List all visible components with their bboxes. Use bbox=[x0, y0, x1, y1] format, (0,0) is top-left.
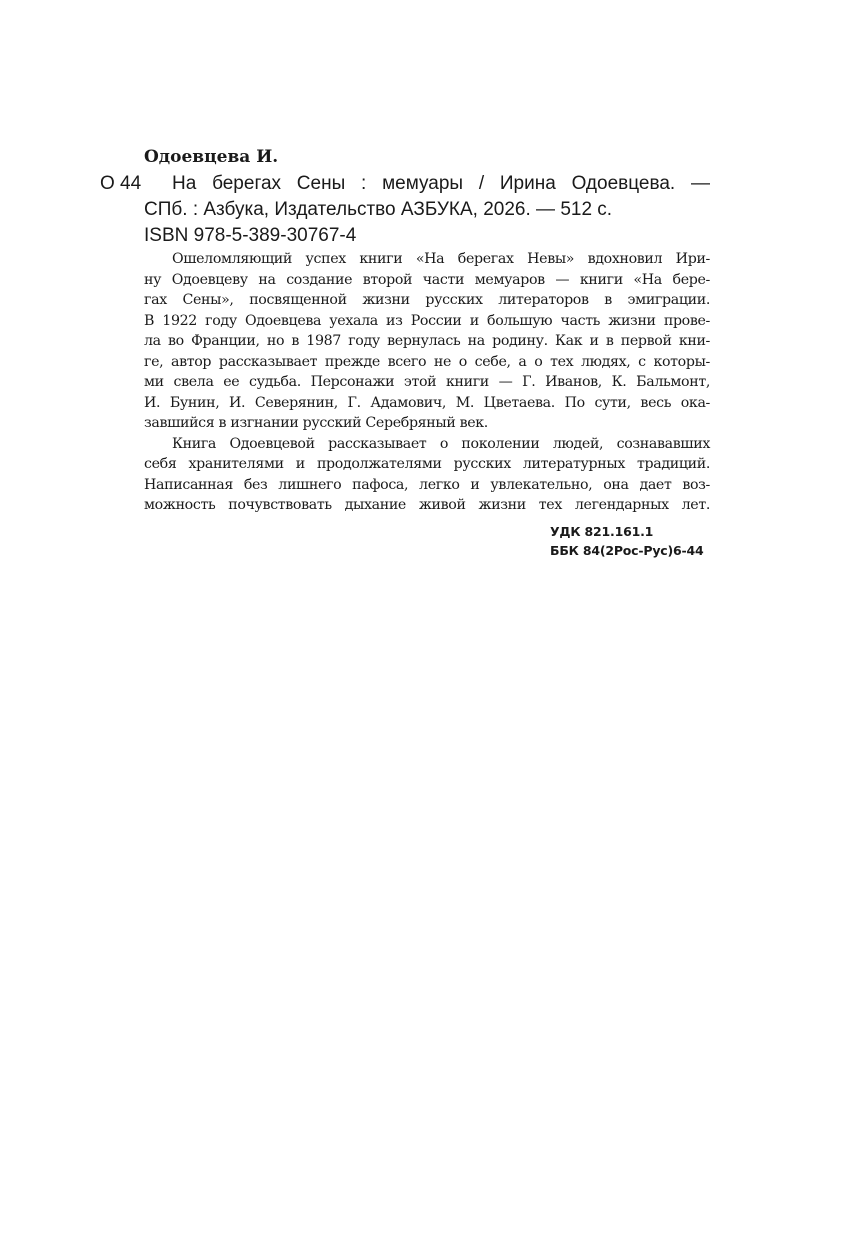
classification-codes bbox=[550, 522, 710, 560]
abstract-line: Ошеломляющий успех книги «На берегах Невы» вдохновил Ири- bbox=[172, 251, 710, 267]
abstract-line: Написанная без лишнего пафоса, легко и увлекательно, она дает воз- bbox=[144, 476, 710, 493]
abstract-line: ми свела ее судьба. Персонажи этой книги — Г. Иванов, К. Бальмонт, bbox=[144, 374, 710, 390]
abstract-line: ну Одоевцеву на создание второй части мемуаров — книги «На бере- bbox=[144, 271, 710, 288]
catalog-card bbox=[100, 143, 710, 560]
abstract-line: ге, автор рассказывает прежде всего не о себе, а о тех людях, с которы- bbox=[144, 353, 710, 370]
author-sign-code: О 44 bbox=[100, 173, 142, 194]
abstract-line: Книга Одоевцевой рассказывает о поколении людей, сознававших bbox=[172, 435, 710, 452]
abstract-line: себя хранителями и продолжателями русских литературных традиций. bbox=[144, 456, 710, 472]
abstract-line: завшийся в изгнании русский Серебряный век. bbox=[144, 415, 488, 431]
catalog-entry bbox=[100, 171, 710, 560]
udk-code: УДК 821.161.1 bbox=[550, 523, 654, 539]
abstract-line: В 1922 году Одоевцева уехала из России и большую часть жизни прове- bbox=[144, 312, 710, 329]
abstract-line: ла во Франции, но в 1987 году вернулась на родину. Как и в первой кни- bbox=[144, 333, 710, 349]
bbk-code: ББК 84(2Рос-Рус)6-44 bbox=[550, 542, 704, 558]
publication-line: СПб. : Азбука, Издательство АЗБУКА, 2026. — 512 с. bbox=[144, 199, 613, 220]
isbn: ISBN 978-5-389-30767-4 bbox=[144, 225, 357, 246]
abstract-line: гах Сены», посвященной жизни русских литераторов в эмиграции. bbox=[144, 292, 710, 308]
abstract-line: можность почувствовать дыхание живой жизни тех легендарных лет. bbox=[144, 497, 710, 513]
abstract-line: И. Бунин, И. Северянин, Г. Адамович, М. Цветаева. По сути, весь ока- bbox=[144, 394, 710, 411]
author-heading: Одоевцева И. bbox=[144, 147, 279, 167]
abstract bbox=[144, 249, 710, 516]
title-line: На берегах Сены : мемуары / Ирина Одоевцева. — bbox=[172, 173, 710, 194]
